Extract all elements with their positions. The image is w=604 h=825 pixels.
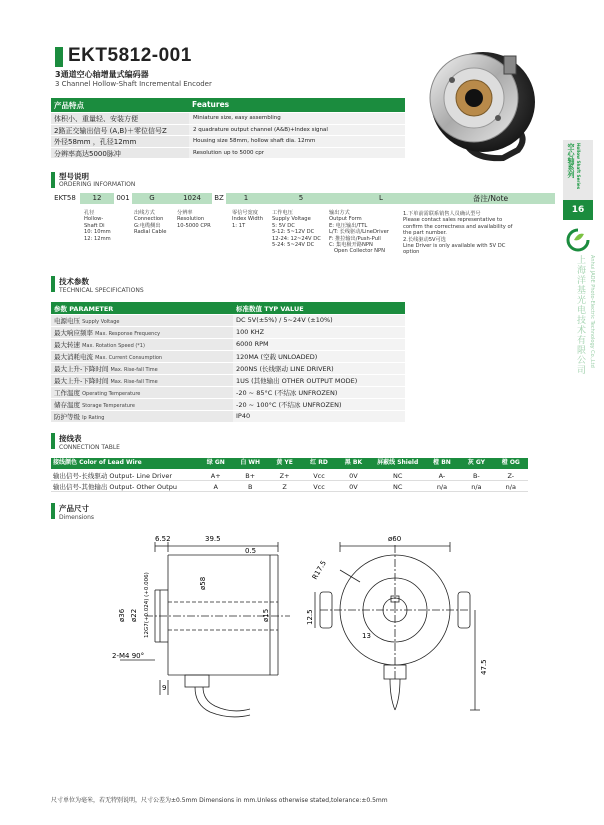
spec-value: 100 KHZ	[233, 327, 405, 339]
code-variant: 001	[114, 193, 132, 204]
ordering-note: 1.下单前需联系销售人员确认型号 Please contact sales representative to confirm the correctness and availability of the part number. 2.长线驱动5V可选 Line Driver is only available with 5V DC option	[403, 211, 513, 256]
code-voltage: 5	[266, 193, 336, 204]
conn-cell: n/a	[471, 483, 482, 491]
spec-cn: 最大转速	[54, 341, 80, 349]
dim-9: 9	[162, 684, 167, 692]
page-number: 16	[563, 200, 593, 220]
dim-60: ø60	[388, 535, 402, 543]
spec-row	[51, 315, 405, 327]
code-bore: 12	[80, 193, 114, 204]
title-accent-bar	[55, 47, 63, 67]
ordering-voltage-desc: 工作电压 Supply Voltage 5: 5V DC 5-12: 5~12V DC 12-24: 12~24V DC 5-24: 5~24V DC	[272, 210, 321, 249]
conn-cell: n/a	[436, 483, 448, 491]
conn-cell: 0V	[349, 472, 358, 480]
company-name-en: Anhui JADE Photo-Electric Technology Co.,Ltd	[589, 255, 595, 368]
conn-cell: B	[247, 483, 253, 491]
conn-cell: A+	[210, 472, 221, 480]
spec-en: Max. Rotation Speed (*1)	[82, 343, 145, 349]
dimensions-accent-bar	[51, 503, 55, 519]
dim-13: 13	[362, 632, 371, 640]
subtitle-cn: 3通道空心轴增量式编码器	[55, 70, 149, 79]
specs-head-value: 标准数值 TYP VALUE	[236, 304, 304, 313]
ordering-heading-cn: 型号说明	[59, 172, 89, 181]
product-title: EKT5812-001	[68, 45, 192, 66]
ordering-index-desc: 零信号宽度 Index Width 1: 1T	[232, 210, 264, 229]
features-head-cn: 产品特点	[54, 101, 84, 110]
dim-475: 47.5	[480, 659, 488, 675]
spec-cn: 电源电压	[54, 317, 80, 325]
conn-cell: Vcc	[313, 472, 325, 480]
spec-en: Supply Voltage	[82, 319, 120, 325]
spec-row	[51, 339, 405, 351]
features-head-en: Features	[192, 100, 230, 109]
connection-row	[51, 482, 528, 492]
feature-cn: 分辨率高达5000脉冲	[51, 148, 189, 159]
specs-head-param: 参数 PARAMETER	[54, 304, 114, 313]
conn-col: 橙 BN	[433, 459, 451, 466]
conn-cell: A	[213, 483, 218, 491]
specs-heading-cn: 技术参数	[59, 277, 89, 286]
spec-row	[51, 363, 405, 375]
conn-cell: Vcc	[313, 483, 325, 491]
connection-heading-cn: 接线表	[59, 434, 82, 443]
ordering-res-desc: 分辨率 Resolution 10-5000 CPR	[177, 210, 211, 229]
spec-value: 1US (其他输出 OTHER OUTPUT MODE)	[233, 375, 405, 387]
code-index: 1	[226, 193, 266, 204]
spec-value: 6000 RPM	[233, 339, 405, 351]
spec-en: Max. Current Consumption	[95, 355, 163, 361]
code-bz: BZ	[212, 193, 226, 204]
conn-cell: 输出信号-长线驱动 Output- Line Driver	[53, 472, 173, 480]
encoder-product-photo	[408, 40, 548, 175]
spec-value: IP40	[233, 411, 405, 423]
spec-en: Max. Response Frequency	[95, 331, 161, 337]
sidebar-series-cn: 空心轴系列	[567, 143, 575, 178]
front-view-drawing	[300, 530, 500, 730]
feature-cn: 体积小、重量轻、安装方便	[51, 113, 189, 124]
features-header	[51, 98, 405, 112]
code-note-header: 备注/Note	[426, 193, 555, 204]
feature-cn: 2路正交输出信号 (A,B)＋零位信号Z	[51, 125, 189, 136]
feature-en: Housing size 58mm, hollow shaft dia. 12mm	[189, 136, 405, 147]
spec-cn: 防护等级	[54, 413, 80, 421]
dim-12g7: 12G7(+0.024) (+0.006)	[144, 572, 150, 638]
connection-heading-en: CONNECTION TABLE	[59, 444, 120, 451]
footer-note: 尺寸单位为毫米，若无特别说明，尺寸公差为±0.5mm Dimensions in mm.Unless otherwise stated,tolerance:±0.5mm	[51, 797, 388, 804]
spec-row	[51, 351, 405, 363]
sidebar-series-en: Hollow Shaft Series	[576, 143, 581, 190]
side-view-drawing	[100, 530, 300, 730]
features-body	[51, 113, 405, 159]
code-resolution: 1024	[172, 193, 212, 204]
spec-value: -20 ~ 85°C (不结冰 UNFROZEN)	[233, 387, 405, 399]
feature-cn: 外径58mm ，孔径12mm	[51, 136, 189, 147]
conn-cell: 0V	[349, 483, 358, 491]
spec-row	[51, 327, 405, 339]
code-series: EKT58	[50, 193, 80, 204]
dim-05: 0.5	[245, 547, 257, 555]
spec-value: 200NS (长线驱动 LINE DRIVER)	[233, 363, 405, 375]
specs-header	[51, 302, 405, 314]
conn-col: 白 WH	[240, 459, 261, 466]
spec-row	[51, 411, 405, 423]
spec-en: Max. Rise-fall Time	[110, 367, 158, 373]
features-row	[51, 125, 405, 137]
ordering-conn-desc: 出线方式 Connection G:电缆侧出 Radial Cable	[134, 210, 167, 236]
conn-cell: 输出信号-其他输出 Output- Other Outpu	[53, 483, 177, 491]
spec-cn: 最大上升-下降时间	[54, 377, 109, 385]
code-connection: G	[132, 193, 172, 204]
conn-cell: NC	[393, 483, 403, 491]
feature-en: 2 quadrature output channel (A&B)+Index signal	[189, 125, 405, 136]
ordering-output-desc: 输出方式 Output Form E: 电压输出/TTL L/T: 长线驱动/LineDriver F: 推拉输出/Push-Pull C: 集电极开路NPN Open Collector NPN	[329, 210, 389, 255]
ordering-code-row	[50, 193, 555, 204]
conn-cell: B+	[245, 472, 256, 480]
spec-en: Ip Rating	[82, 415, 105, 421]
features-row	[51, 113, 405, 125]
dimensions-heading-cn: 产品尺寸	[59, 504, 89, 513]
conn-cell: B-	[472, 472, 480, 480]
spec-cn: 最大消耗电流	[54, 353, 93, 361]
dim-2m4: 2-M4 90°	[112, 652, 145, 660]
dim-652: 6.52	[155, 535, 171, 543]
features-row	[51, 148, 405, 160]
specs-heading-en: TECHNICAL SPECIFICATIONS	[59, 287, 144, 294]
dim-r175: R17.5	[310, 559, 328, 581]
conn-col: 灰 GY	[467, 459, 485, 466]
company-logo-icon	[566, 228, 590, 252]
spec-value: -20 ~ 100°C (不结冰 UNFROZEN)	[233, 399, 405, 411]
dimensions-heading-en: Dimensions	[59, 514, 95, 521]
conn-col: 接线颜色 Color of Lead Wire	[53, 459, 142, 466]
conn-cell: Z	[282, 483, 287, 491]
dim-395: 39.5	[205, 535, 221, 543]
ordering-bore-desc: 孔径 Hollow- Shaft Di 10: 10mm 12: 12mm	[84, 210, 111, 242]
code-output: L	[336, 193, 426, 204]
conn-cell: Z+	[279, 472, 290, 480]
dim-58: ø58	[199, 576, 207, 590]
specs-accent-bar	[51, 276, 55, 292]
feature-en: Resolution up to 5000 cpr	[189, 148, 405, 159]
dim-22: ø22	[130, 608, 138, 622]
spec-cn: 最大响应频率	[54, 329, 93, 337]
ordering-heading-en: ORDERING INFORMATION	[59, 181, 136, 188]
subtitle-en: 3 Channel Hollow-Shaft Incremental Encoder	[55, 80, 212, 88]
spec-cn: 最大上升-下降时间	[54, 365, 109, 373]
spec-cn: 储存温度	[54, 401, 80, 409]
conn-col: 绿 GN	[206, 459, 225, 466]
dim-36: ø36	[118, 608, 126, 622]
connection-header	[51, 458, 528, 469]
feature-en: Miniature size, easy assembling	[189, 113, 405, 124]
spec-row	[51, 375, 405, 387]
spec-row	[51, 399, 405, 411]
spec-cn: 工作温度	[54, 389, 80, 397]
conn-cell: NC	[393, 472, 403, 480]
connection-accent-bar	[51, 433, 55, 449]
ordering-accent-bar	[51, 172, 55, 188]
dim-15: ø15	[262, 608, 270, 622]
spec-value: DC 5V(±5%) / 5~24V (±10%)	[233, 315, 405, 327]
conn-col: 黑 BK	[344, 459, 363, 466]
conn-col: 屏蔽线 Shield	[377, 459, 419, 466]
company-name-cn: 上海洋基光电技术有限公司	[575, 255, 585, 375]
spec-en: Storage Temperature	[82, 403, 135, 409]
dim-125: 12.5	[306, 609, 314, 625]
spec-value: 120MA (空载 UNLOADED)	[233, 351, 405, 363]
spec-row	[51, 387, 405, 399]
features-row	[51, 136, 405, 148]
connection-row	[51, 471, 528, 481]
conn-col: 红 RD	[310, 459, 328, 466]
spec-en: Max. Rise-fall Time	[110, 379, 158, 385]
conn-cell: n/a	[505, 483, 516, 491]
conn-cell: Z-	[507, 472, 515, 480]
conn-col: 橙 OG	[501, 459, 520, 466]
spec-en: Operating Temperature	[82, 391, 141, 397]
conn-col: 黄 YE	[276, 459, 293, 466]
conn-cell: A-	[438, 472, 446, 480]
